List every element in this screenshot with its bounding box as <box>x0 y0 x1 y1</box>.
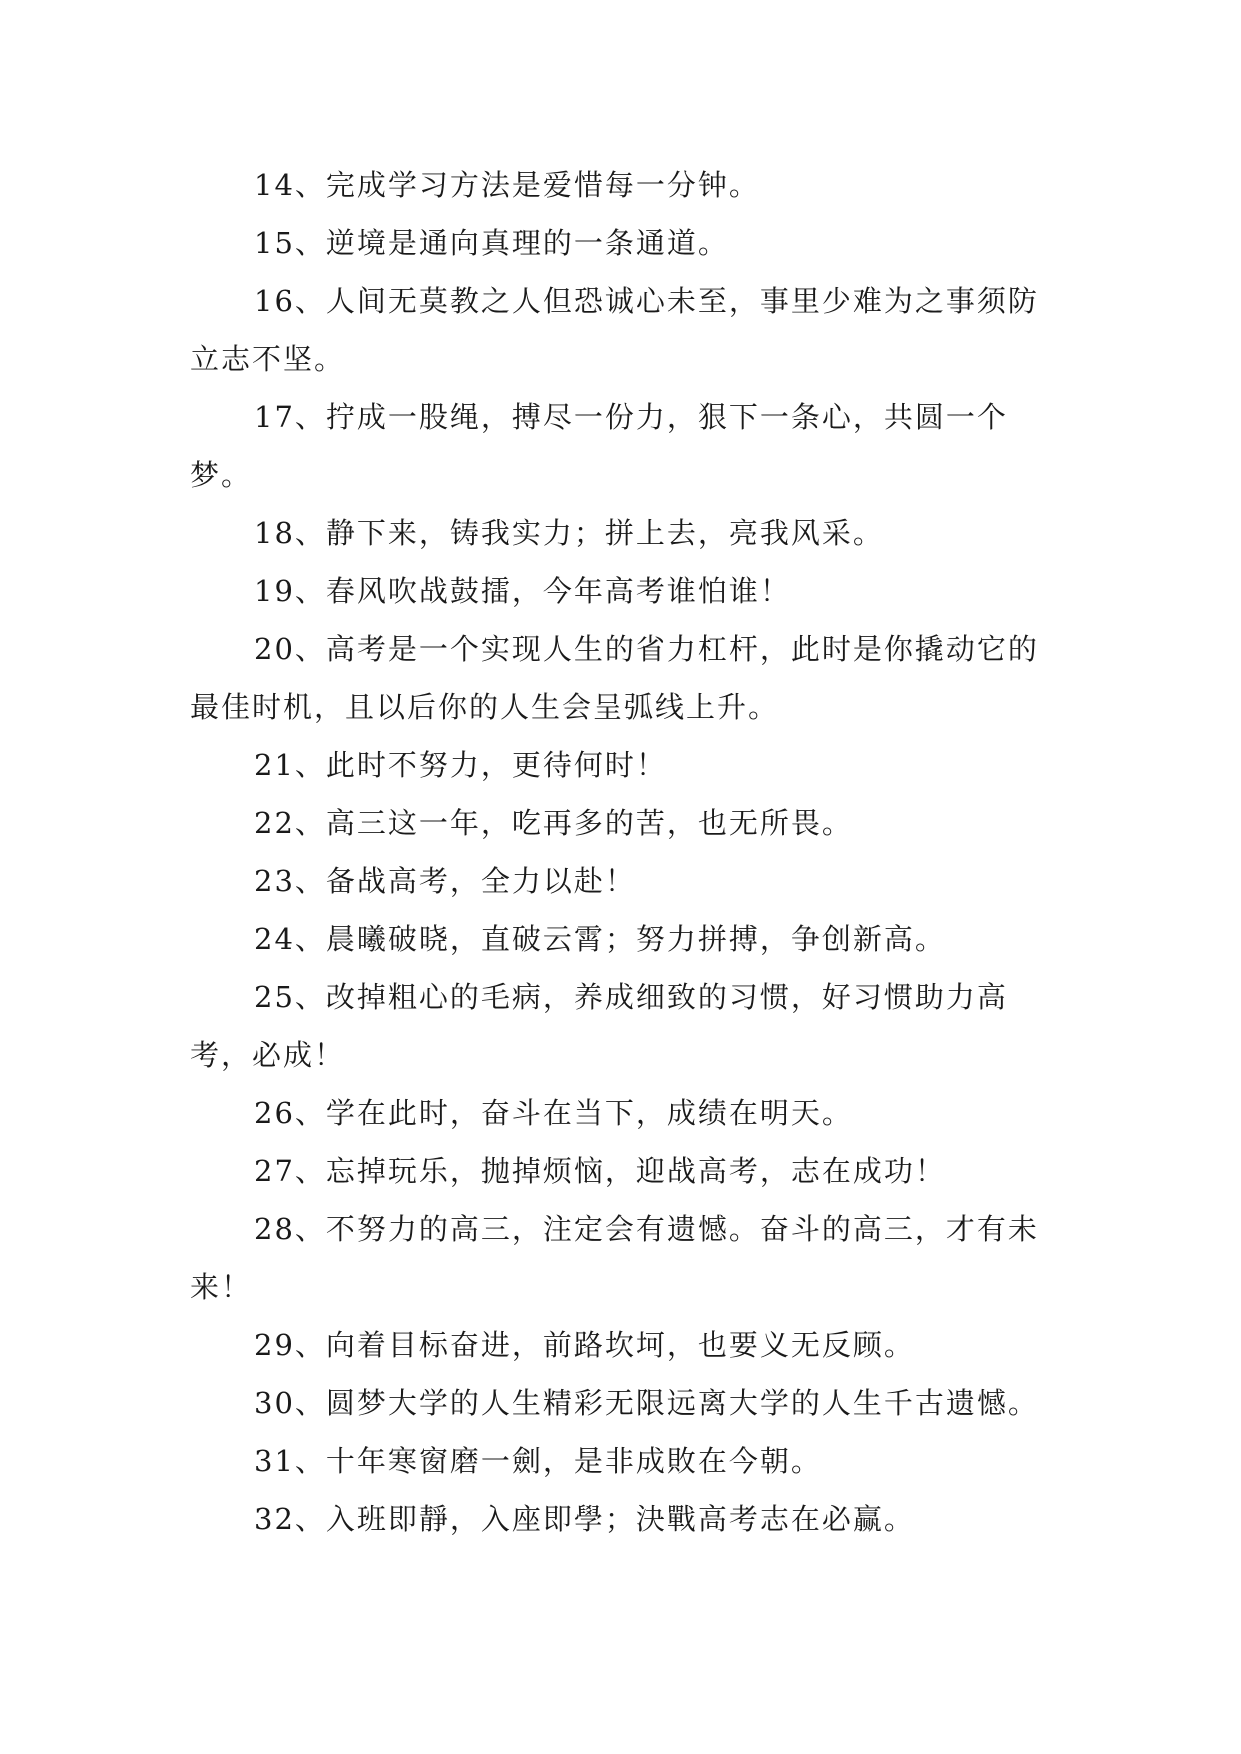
document-body <box>190 156 1050 1548</box>
paragraph-29: 29、向着目标奋进，前路坎坷，也要义无反顾。 <box>254 1328 915 1362</box>
paragraph-27: 27、忘掉玩乐，抛掉烦恼，迎战高考，志在成功！ <box>254 1154 946 1188</box>
paragraph-16: 16、人间无莫教之人但恐诚心未至，事里少难为之事须防立志不坚。 <box>190 284 1039 376</box>
paragraph-24: 24、晨曦破晓，直破云霄；努力拼搏，争创新高。 <box>254 922 946 956</box>
paragraph-31: 31、十年寒窗磨一劍，是非成敗在今朝。 <box>254 1444 822 1478</box>
paragraph-28: 28、不努力的高三，注定会有遗憾。奋斗的高三，才有未来！ <box>190 1212 1039 1304</box>
paragraph-14: 14、完成学习方法是爱惜每一分钟。 <box>254 168 760 202</box>
paragraph-15: 15、逆境是通向真理的一条通道。 <box>254 226 729 260</box>
paragraph-17: 17、拧成一股绳，搏尽一份力，狠下一条心，共圆一个梦。 <box>190 400 1008 492</box>
paragraph-23: 23、备战高考，全力以赴！ <box>254 864 636 898</box>
paragraph-26: 26、学在此时，奋斗在当下，成绩在明天。 <box>254 1096 853 1130</box>
paragraph-19: 19、春风吹战鼓擂，今年高考谁怕谁！ <box>254 574 791 608</box>
paragraph-21: 21、此时不努力，更待何时！ <box>254 748 667 782</box>
paragraph-32: 32、入班即靜，入座即學；決戰高考志在必赢。 <box>254 1502 915 1536</box>
paragraph-20: 20、高考是一个实现人生的省力杠杆，此时是你撬动它的最佳时机，且以后你的人生会呈弧线上升。 <box>190 632 1039 724</box>
paragraph-30: 30、圆梦大学的人生精彩无限远离大学的人生千古遗憾。 <box>254 1386 1039 1420</box>
paragraph-22: 22、高三这一年，吃再多的苦，也无所畏。 <box>254 806 853 840</box>
paragraph-18: 18、静下来，铸我实力；拼上去，亮我风采。 <box>254 516 884 550</box>
paragraph-25: 25、改掉粗心的毛病，养成细致的习惯，好习惯助力高考，必成！ <box>190 980 1008 1072</box>
